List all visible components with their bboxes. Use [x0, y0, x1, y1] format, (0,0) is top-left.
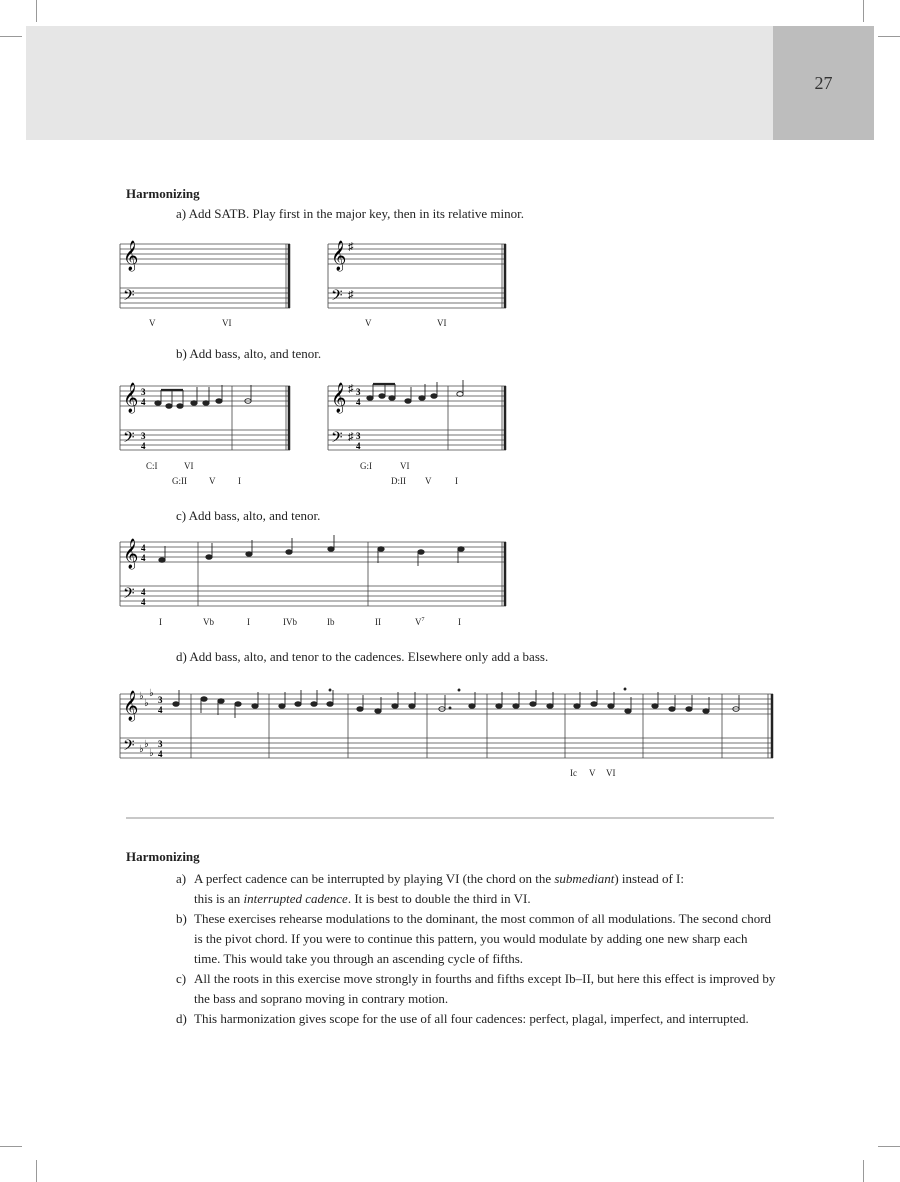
note	[166, 404, 172, 409]
answer-c: c) All the roots in this exercise move strongly in fourths and fifths except Ib–II, but here this effect is improved by the bass and soprano moving in contrary motion.	[176, 971, 776, 1006]
flat-icon: ♭	[144, 739, 149, 750]
note	[173, 702, 179, 707]
crop-mark	[36, 1160, 37, 1182]
treble-clef-icon: 𝄞	[331, 241, 347, 270]
svg-text:3: 3	[356, 387, 361, 397]
note	[686, 707, 692, 712]
time-signature-bottom: 4	[141, 441, 146, 451]
note	[201, 697, 207, 702]
answer-b: b) These exercises rehearse modulations to the dominant, the most common of all modulations. The second chord is the pivot chord. If you were to continue this pattern, you would modulate by adding one new sharp each time. This would take you through an ascending cycle of fifths.	[176, 911, 772, 966]
time-signature-top: 3	[141, 387, 146, 397]
svg-text:4: 4	[141, 597, 146, 607]
chord-label: I	[455, 476, 458, 486]
chord-label: I	[247, 617, 250, 627]
crop-mark	[863, 0, 864, 22]
chord-label: VI	[437, 318, 447, 328]
sharp-icon: ♯	[348, 431, 354, 443]
note	[431, 394, 437, 399]
note	[159, 558, 165, 563]
sharp-icon: ♯	[348, 383, 354, 395]
svg-text:4: 4	[356, 397, 361, 407]
treble-clef-icon: 𝄞	[123, 691, 139, 720]
note	[418, 550, 424, 555]
flat-icon: ♭	[144, 698, 149, 709]
note	[203, 401, 209, 406]
treble-clef-icon: 𝄞	[123, 539, 139, 568]
instruction-c: c) Add bass, alto, and tenor.	[176, 508, 321, 523]
note	[375, 709, 381, 714]
note	[155, 401, 161, 406]
chord-label: I	[159, 617, 162, 627]
score-a-right	[326, 236, 510, 318]
answer-marker: b)	[176, 911, 187, 926]
sharp-icon: ♯	[348, 289, 354, 301]
answer-d: d) This harmonization gives scope for the use of all four cadences: perfect, plagal, imperfect, and interrupted.	[176, 1009, 776, 1029]
note	[669, 707, 675, 712]
fermata-dot	[624, 688, 626, 690]
answer-marker: d)	[176, 1011, 187, 1026]
chord-label: Vb	[203, 617, 214, 627]
note	[367, 396, 373, 401]
header-band	[26, 26, 874, 140]
note	[252, 704, 258, 709]
note	[419, 396, 425, 401]
bass-clef-icon: 𝄢	[331, 287, 343, 307]
note	[191, 401, 197, 406]
note	[469, 704, 475, 709]
svg-text:4: 4	[158, 705, 163, 715]
note	[328, 547, 334, 552]
chord-label: V	[425, 476, 432, 486]
answers-heading: Harmonizing	[126, 849, 200, 864]
bass-clef-icon: 𝄢	[331, 429, 343, 449]
answer-a: a) A perfect cadence can be interrupted by playing VI (the chord on the submediant) instead of I: this is an interrupted cadence. It is best to double the third in VI.	[176, 871, 684, 906]
sharp-icon: ♯	[348, 241, 354, 253]
instruction-b: b) Add bass, alto, and tenor.	[176, 346, 322, 361]
svg-text:3: 3	[356, 431, 361, 441]
note	[547, 704, 553, 709]
svg-text:4: 4	[141, 543, 146, 553]
flat-icon: ♭	[149, 688, 154, 699]
score-b-right	[326, 378, 510, 460]
flat-icon: ♭	[139, 744, 144, 755]
note	[574, 704, 580, 709]
note	[286, 550, 292, 555]
crop-mark	[863, 1160, 864, 1182]
treble-clef-icon: 𝄞	[331, 383, 347, 412]
note	[409, 704, 415, 709]
page-number: 27	[814, 72, 833, 93]
note	[591, 702, 597, 707]
answer-marker: c)	[176, 971, 187, 986]
note	[311, 702, 317, 707]
score-c	[118, 534, 510, 616]
treble-clef-icon: 𝄞	[123, 383, 139, 412]
note	[295, 702, 301, 707]
chord-label: G:I	[360, 461, 372, 471]
page-number-box	[773, 26, 874, 140]
svg-text:4: 4	[356, 441, 361, 451]
chord-label: V	[589, 768, 596, 778]
chord-label: Ib	[327, 617, 335, 627]
svg-text:3: 3	[158, 695, 163, 705]
note	[625, 709, 631, 714]
chord-label: C:I	[146, 461, 158, 471]
note	[513, 704, 519, 709]
chord-label: V	[149, 318, 156, 328]
treble-clef-icon: 𝄞	[123, 241, 139, 270]
svg-text:4: 4	[158, 749, 163, 759]
chord-label: VI	[400, 461, 410, 471]
note	[379, 394, 385, 399]
svg-text:4: 4	[141, 553, 146, 563]
answer-marker: a)	[176, 871, 187, 886]
bass-clef-icon: 𝄢	[123, 429, 135, 449]
bass-clef-icon: 𝄢	[123, 287, 135, 307]
instruction-a: a) Add SATB. Play first in the major key, then in its relative minor.	[176, 206, 524, 221]
exercises-heading: Harmonizing	[126, 186, 200, 201]
note	[392, 704, 398, 709]
chord-label: VI	[222, 318, 232, 328]
chord-label: II	[375, 617, 381, 627]
note	[327, 702, 333, 707]
note	[246, 552, 252, 557]
crop-mark	[878, 36, 900, 37]
time-signature-top: 3	[141, 431, 146, 441]
note	[458, 547, 464, 552]
note	[357, 707, 363, 712]
note	[405, 399, 411, 404]
note	[530, 702, 536, 707]
note	[206, 555, 212, 560]
note	[235, 702, 241, 707]
note	[652, 704, 658, 709]
crop-mark	[0, 1146, 22, 1147]
note	[279, 704, 285, 709]
section-divider	[126, 817, 774, 819]
chord-label: I	[458, 617, 461, 627]
bass-clef-icon: 𝄢	[123, 737, 135, 757]
score-a-left	[118, 236, 298, 318]
note	[177, 404, 183, 409]
note	[378, 547, 384, 552]
chord-label: V	[209, 476, 216, 486]
score-d	[118, 686, 778, 768]
score-b-left	[118, 378, 298, 460]
note	[218, 699, 224, 704]
flat-icon: ♭	[139, 691, 144, 702]
chord-label: D:II	[391, 476, 406, 486]
svg-text:4: 4	[141, 587, 146, 597]
chord-label: I	[238, 476, 241, 486]
chord-label: V	[365, 318, 372, 328]
note	[389, 396, 395, 401]
flat-icon: ♭	[149, 748, 154, 759]
chord-label: G:II	[172, 476, 187, 486]
note	[496, 704, 502, 709]
fermata-dot	[329, 689, 331, 691]
chord-label: $V^7$	[415, 617, 425, 627]
note	[703, 709, 709, 714]
instruction-d: d) Add bass, alto, and tenor to the cadences. Elsewhere only add a bass.	[176, 649, 549, 664]
bass-clef-icon: 𝄢	[123, 585, 135, 605]
note	[608, 704, 614, 709]
time-signature-bottom: 4	[141, 397, 146, 407]
chord-label: VI	[184, 461, 194, 471]
chord-label: VI	[606, 768, 616, 778]
chord-label: Ic	[570, 768, 577, 778]
svg-text:3: 3	[158, 739, 163, 749]
crop-mark	[0, 36, 22, 37]
crop-mark	[36, 0, 37, 22]
crop-mark	[878, 1146, 900, 1147]
chord-label: IVb	[283, 617, 297, 627]
note	[216, 399, 222, 404]
fermata-dot	[458, 689, 460, 691]
